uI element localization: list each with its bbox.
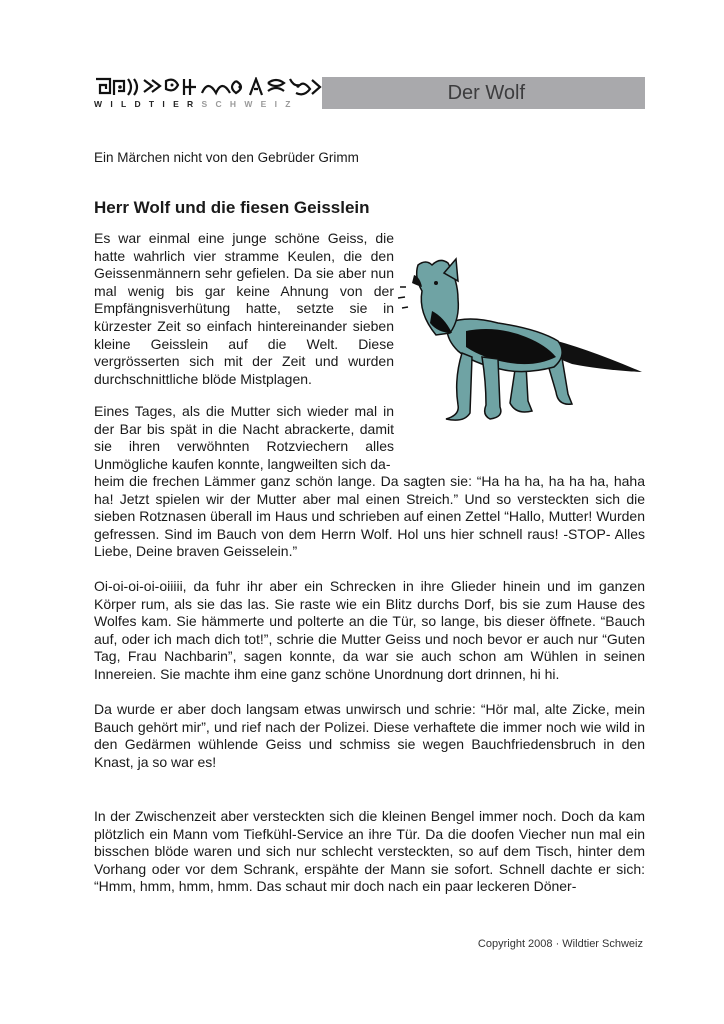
- paragraph-2-wrapped: Eines Tages, als die Mutter sich wieder mal in der Bar bis spät in die Nacht abrackerte, damit sie ihren verwöhnten Rotzviechern alles Unmögliche kaufen konnte, langweilten sich da-: [94, 403, 394, 472]
- story-heading: Herr Wolf und die fiesen Geisslein: [94, 198, 370, 217]
- page-title: Der Wolf: [447, 82, 525, 104]
- logo-wordmark: WILDTIERSCHWEIZ: [94, 99, 299, 109]
- copyright-footer: Copyright 2008 · Wildtier Schweiz: [477, 938, 643, 950]
- logo-pattern-icon: [94, 77, 322, 97]
- paragraph-3: Oi-oi-oi-oi-oiiiii, da fuhr ihr aber ein Schrecken in ihre Glieder hinein und im ganzen Körper rum, als sie das las. Sie raste wie ein Blitz durchs Dorf, bis sie zum Hause des Wolfes kam. Sie hämmerte und polterte an die Tür, so lange, bis dieser öffnete. “Bauch auf, oder ich mach dich tot!”, schrie die Mutter Geiss und noch bevor er auch nur “Guten Tag, Frau Nachbarin”, sagen konnte, da war sie auch schon am Wühlen in seinen Innereien. Sie machte ihm eine ganz schöne Unordnung dort drinnen, hi hi.: [94, 578, 645, 682]
- paragraph-4: Da wurde er aber doch langsam etwas unwirsch und schrie: “Hör mal, alte Zicke, mein Bauch gehört mir”, und rief nach der Polizei. Diese verhaftete die immer noch wie wild in den Gedärmen wühlende Geiss und schmiss sie wegen Bauchfriedensbruch in den Knast, ja so war es!: [94, 701, 645, 770]
- wildtier-schweiz-logo: [94, 77, 322, 111]
- paragraph-5: In der Zwischenzeit aber versteckten sich die kleinen Bengel immer noch. Doch da kam plötzlich ein Mann vom Tiefkühl-Service an ihre Tür. Da die doofen Viecher nun mal ein bisschen blöde waren und sich nur schlecht versteckten, so auf dem Tisch, hinter dem Vorhang oder vor dem Schrank, erspähte der Mann sie sofort. Schnell dachte er sich: “Hmm, hmm, hmm, hmm. Das schaut mir doch nach ein paar leckeren Döner-: [94, 808, 645, 895]
- paragraph-2-continued: heim die frechen Lämmer ganz schön lange. Da sagten sie: “Ha ha ha, ha ha ha, haha ha! Jetzt spielen wir der Mutter aber mal einen Streich.” Und so versteckten sich die sieben Rotznasen überall im Haus und schrieben auf einen Zettel “Hallo, Mutter! Wurden gefressen. Sind im Bauch von dem Herrn Wolf. Hol uns hier schnell raus! -STOP- Alles Liebe, Deine braven Geisselein.”: [94, 473, 645, 560]
- title-bar: [322, 77, 645, 109]
- paragraph-1: Es war einmal eine junge schöne Geiss, die hatte wahrlich vier stramme Keulen, die den Geissenmännern sehr gefielen. Da sie aber nun mal wenig bis gar keine Ahnung von der Empfängnisverhütung hatte, setzte sie in kürzester Zeit so einfach hintereinander sieben kleine Geisslein auf die Welt. Diese vergrösserten sich mit der Zeit und wurden durchschnittliche blöde Mistplagen.: [94, 230, 394, 387]
- page-header: [94, 77, 645, 111]
- howling-wolf-illustration: [396, 253, 646, 423]
- subtitle: Ein Märchen nicht von den Gebrüder Grimm: [94, 150, 359, 165]
